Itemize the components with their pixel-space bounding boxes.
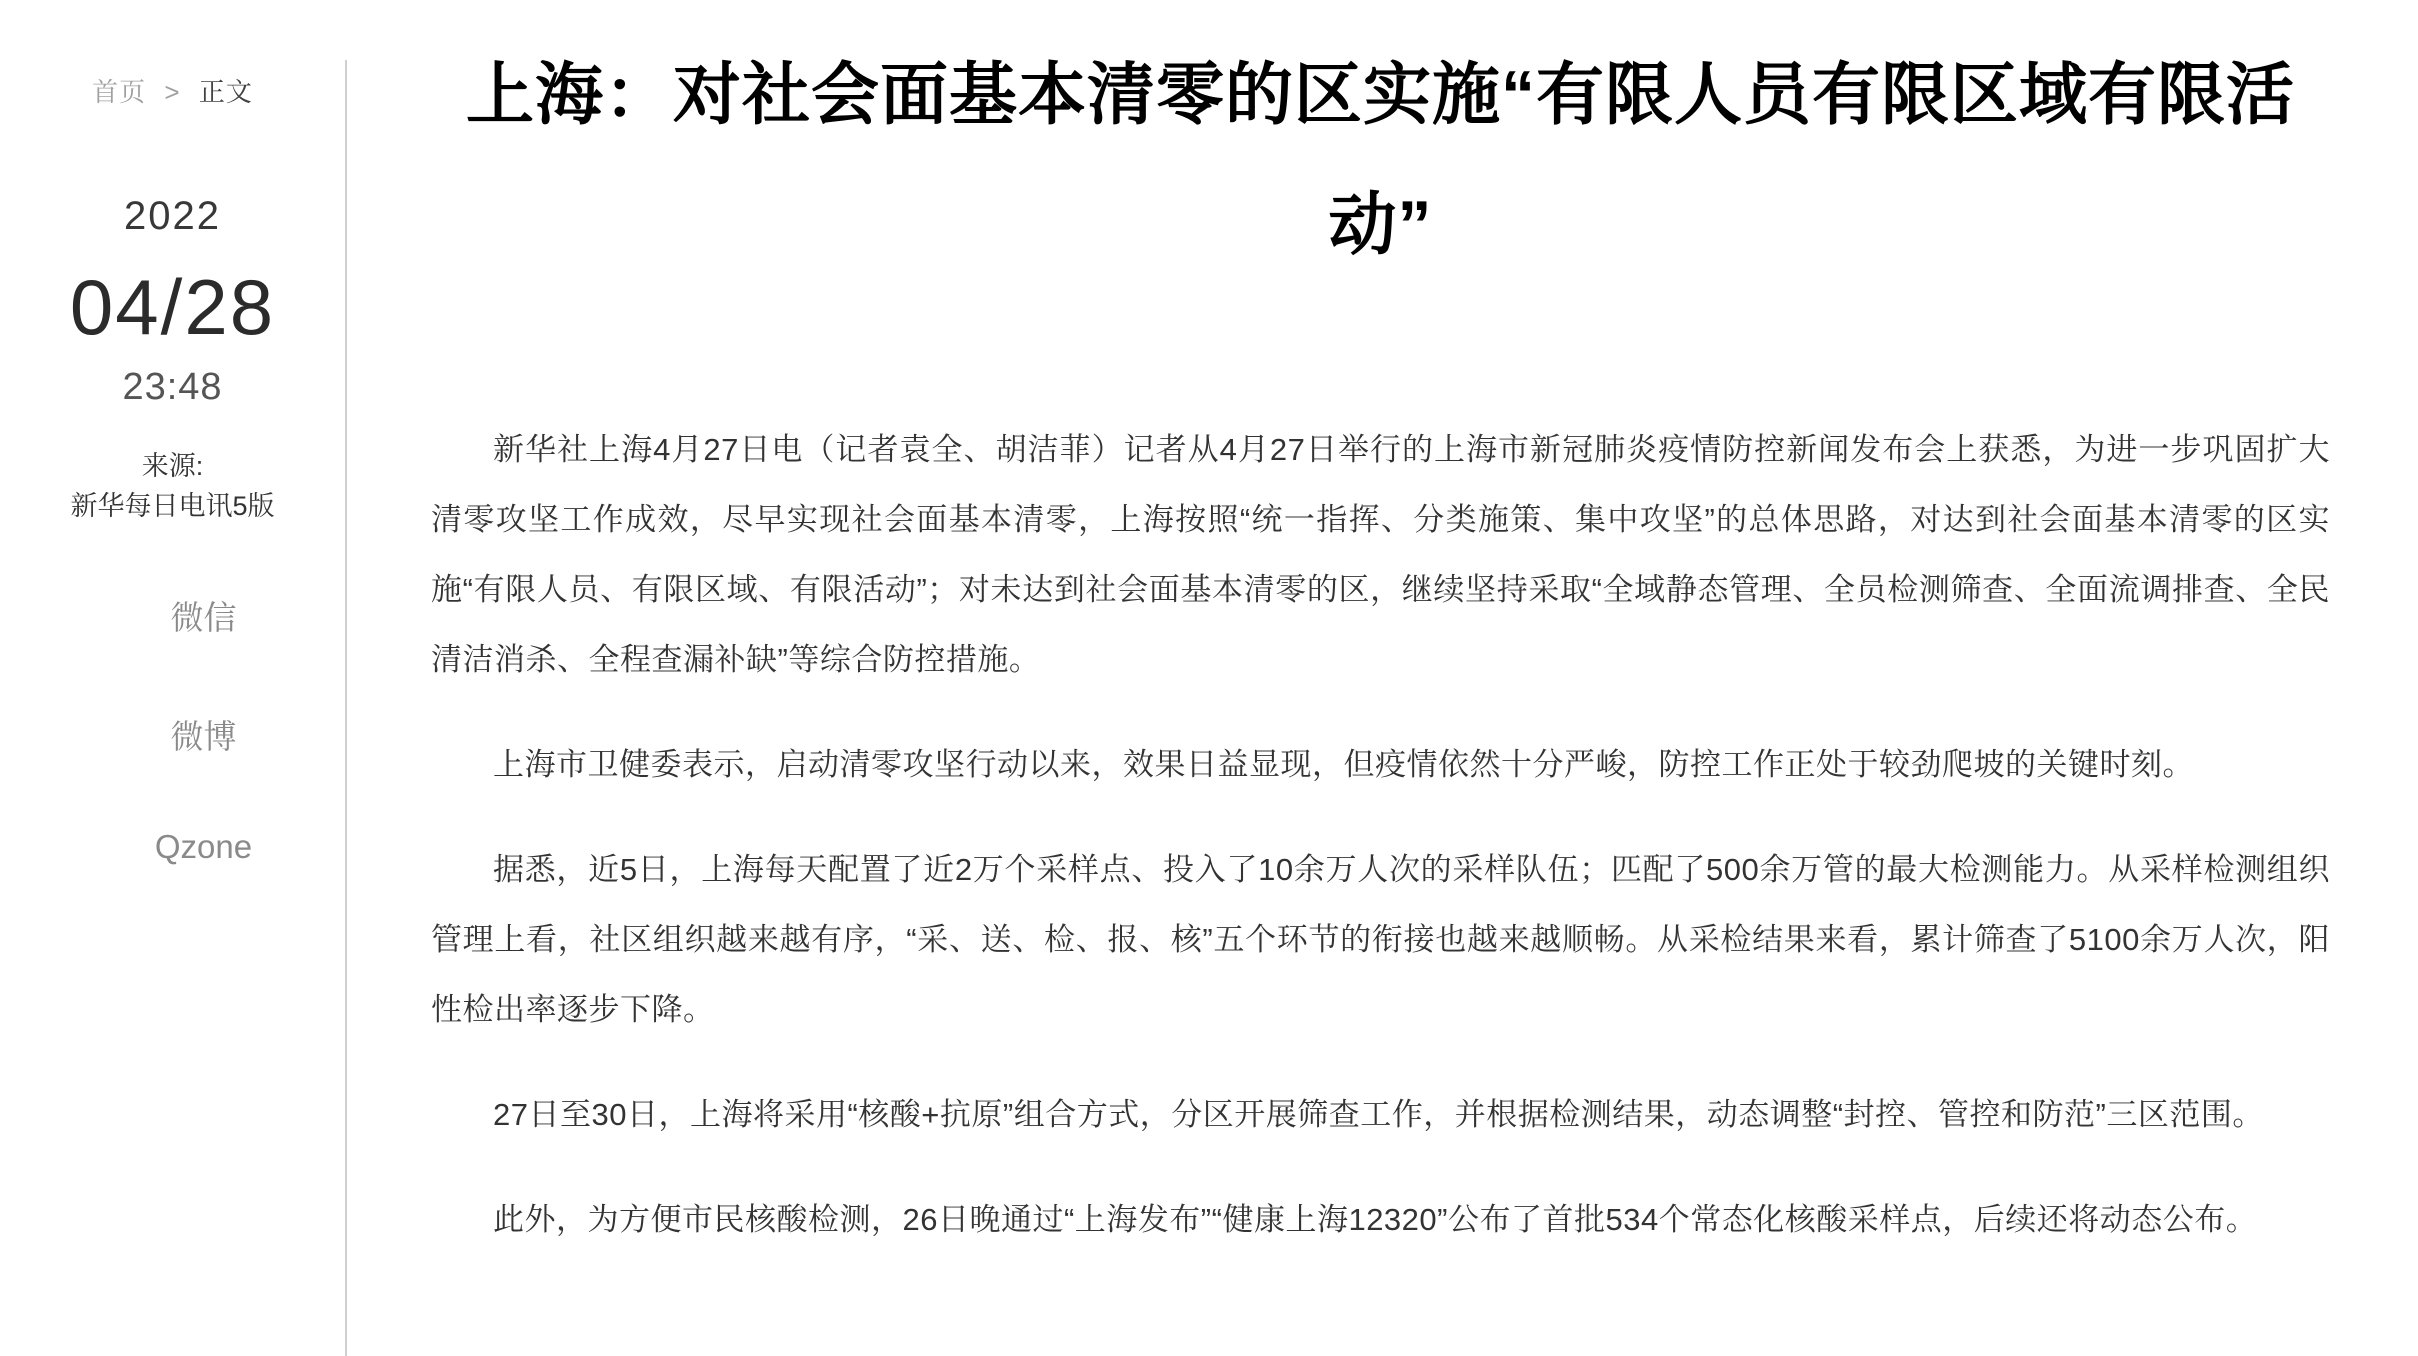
share-weibo-button[interactable]: 微博 (170, 718, 237, 755)
sidebar (0, 0, 345, 1356)
publish-time: 23:48 (122, 366, 223, 408)
share-qzone-button[interactable]: Qzone (154, 828, 253, 865)
article-paragraph: 此外，为方便市民核酸检测，26日晚通过“上海发布”“健康上海12320”公布了首批534个常态化核酸采样点，后续还将动态公布。 (493, 1202, 2258, 1237)
article-paragraph: 据悉，近5日，上海每天配置了近2万个采样点、投入了10余万人次的采样队伍；匹配了500余万管的最大检测能力。从采样检测组织管理上看，社区组织越来越有序，“采、送、检、报、核”五个环节的衔接也越来越顺畅。从采检结果来看，累计筛查了5100余万人次，阳性检出率逐步下降。 (431, 852, 2330, 1027)
article-paragraph: 新华社上海4月27日电（记者袁全、胡洁菲）记者从4月27日举行的上海市新冠肺炎疫情防控新闻发布会上获悉，为进一步巩固扩大清零攻坚工作成效，尽早实现社会面基本清零，上海按照“统一指挥、分类施策、集中攻坚”的总体思路，对达到社会面基本清零的区实施“有限人员、有限区域、有限活动”；对未达到社会面基本清零的区，继续坚持采取“全域静态管理、全员检测筛查、全面流调排查、全民清洁消杀、全程查漏补缺”等综合防控措施。 (431, 432, 2330, 677)
breadcrumb (0, 72, 345, 109)
article-main (347, 0, 2418, 1356)
publish-year: 2022 (124, 194, 221, 238)
source-label: 来源: (141, 451, 204, 481)
article-source (0, 446, 345, 526)
breadcrumb-separator: > (164, 77, 181, 107)
breadcrumb-current: 正文 (198, 77, 253, 107)
source-name: 新华每日电讯5版 (70, 491, 275, 521)
publish-date: 04/28 (69, 263, 276, 351)
article-title: 上海：对社会面基本清零的区实施“有限人员有限区域有限活动” (465, 57, 2295, 263)
article-paragraph: 上海市卫健委表示，启动清零攻坚行动以来，效果日益显现，但疫情依然十分严峻，防控工作正处于较劲爬坡的关键时刻。 (493, 747, 2194, 782)
breadcrumb-home-link[interactable]: 首页 (92, 77, 147, 107)
share-wechat-button[interactable]: 微信 (170, 599, 237, 636)
article-body (431, 415, 2330, 1255)
article-paragraph: 27日至30日，上海将采用“核酸+抗原”组合方式，分区开展筛查工作，并根据检测结果，动态调整“封控、管控和防范”三区范围。 (493, 1097, 2264, 1132)
